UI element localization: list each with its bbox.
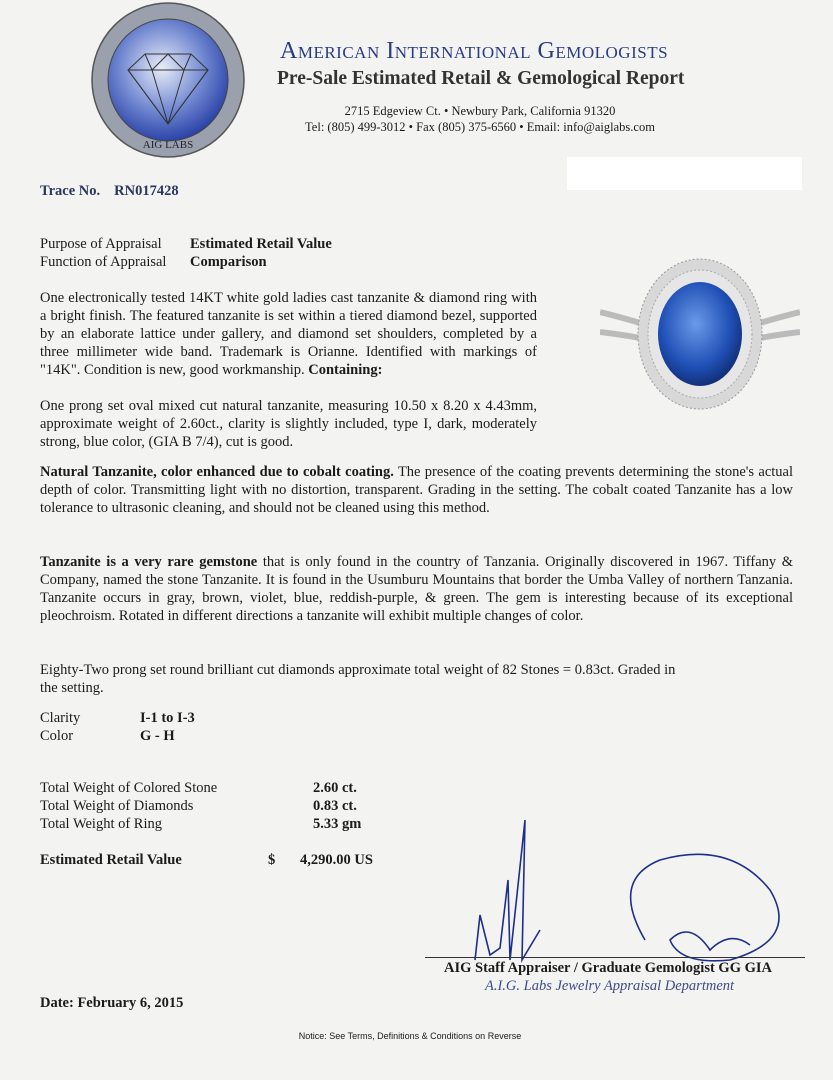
ring-photo xyxy=(600,252,800,417)
redacted-box xyxy=(567,157,802,190)
svg-text:AIG LABS: AIG LABS xyxy=(142,139,194,151)
diamond-weight-value: 0.83 ct. xyxy=(313,798,357,814)
clarity-value: I-1 to I-3 xyxy=(140,710,195,726)
signature-line xyxy=(425,957,805,958)
report-title: Pre-Sale Estimated Retail & Gemological Report xyxy=(277,68,685,89)
function-value: Comparison xyxy=(190,254,267,270)
function-label: Function of Appraisal xyxy=(40,254,167,270)
colored-stone-weight-value: 2.60 ct. xyxy=(313,780,357,796)
aig-labs-logo-seal xyxy=(90,2,246,158)
colored-stone-weight-label: Total Weight of Colored Stone xyxy=(40,780,218,796)
diamond-details: Eighty-Two prong set round brilliant cut diamonds approximate total weight of 82 Stones = 0.83ct. Graded in the setting. xyxy=(40,662,676,696)
retail-value-label: Estimated Retail Value xyxy=(40,852,182,868)
purpose-label: Purpose of Appraisal xyxy=(40,236,162,252)
purpose-value: Estimated Retail Value xyxy=(190,236,332,252)
company-name: American International Gemologists xyxy=(280,38,669,64)
treatment-note: Natural Tanzanite, color enhanced due to cobalt coating. The presence of the coating prevents determining the stone's actual depth of color. Transmitting light with no distortion, transparent. Grading in the setting. The cobalt coated Tanzanite has a low tolerance to ultrasonic cleaning, and should not be cleaned using this method. xyxy=(40,464,793,516)
company-address: 2715 Edgeview Ct. • Newbury Park, California 91320 xyxy=(344,104,616,118)
company-contact: Tel: (805) 499-3012 • Fax (805) 375-6560 • Email: info@aiglabs.com xyxy=(305,120,655,134)
color-label: Color xyxy=(40,728,74,744)
color-value: G - H xyxy=(140,728,175,744)
report-date: Date: February 6, 2015 xyxy=(40,995,184,1011)
tanzanite-details: One prong set oval mixed cut natural tanzanite, measuring 10.50 x 8.20 x 4.43mm, approximate weight of 2.60ct., clarity is slightly included, type I, dark, moderately strong, blue color, (GIA B 7/4), cut is good. xyxy=(40,398,537,450)
ring-weight-value: 5.33 gm xyxy=(313,816,362,832)
department-name: A.I.G. Labs Jewelry Appraisal Department xyxy=(485,978,735,994)
diamond-weight-label: Total Weight of Diamonds xyxy=(40,798,194,814)
trace-label: Trace No. xyxy=(40,183,101,199)
appraiser-signature xyxy=(430,820,810,970)
ring-weight-label: Total Weight of Ring xyxy=(40,816,162,832)
trace-value: RN017428 xyxy=(114,183,179,199)
terms-notice: Notice: See Terms, Definitions & Conditions on Reverse xyxy=(298,1031,522,1041)
retail-currency: $ xyxy=(268,852,276,868)
trace-number xyxy=(40,183,179,200)
signature-title: AIG Staff Appraiser / Graduate Gemologist GG GIA xyxy=(444,960,772,976)
ring-description: One electronically tested 14KT white gold ladies cast tanzanite & diamond ring with a bright finish. The featured tanzanite is set within a tiered diamond bezel, supported by an elaborate lattice under gallery, and diamond set shoulders, completed by a three millimeter wide band. Trademark is Orianne. Identified with markings of "14K". Condition is new, good workmanship. Containing: xyxy=(40,290,537,378)
clarity-label: Clarity xyxy=(40,710,81,726)
tanzanite-info: Tanzanite is a very rare gemstone that is only found in the country of Tanzania. Originally discovered in 1967. Tiffany & Company, named the stone Tanzanite. It is found in the Usumburu Mountains that border the Umba Valley of northern Tanzania. Tanzanite occurs in gray, brown, violet, blue, reddish-purple, & green. The gem is interesting because of its exceptional pleochroism. Rotated in different directions a tanzanite will exhibit multiple changes of color. xyxy=(40,554,793,624)
retail-value: 4,290.00 US xyxy=(300,852,373,868)
